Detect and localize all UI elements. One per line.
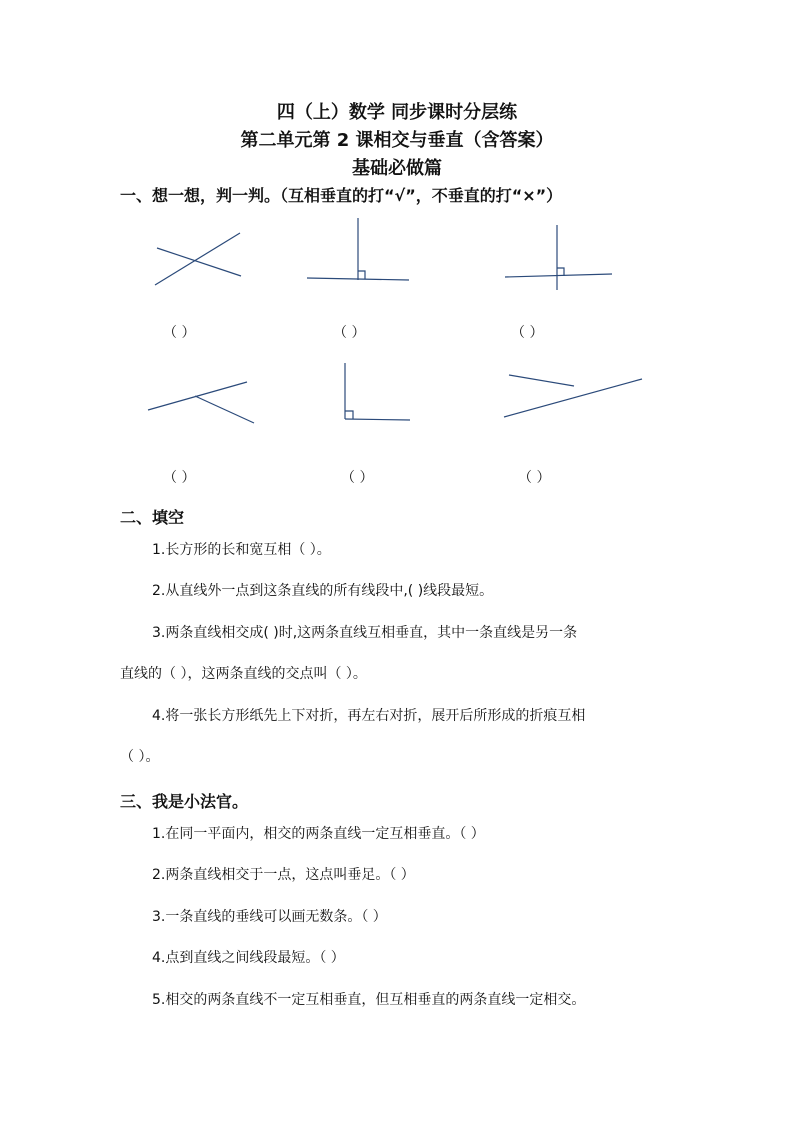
section1-heading: 一、想一想，判一判。（互相垂直的打“√”，不垂直的打“×”） [120, 186, 563, 205]
fill-item-3: 3.两条直线相交成( )时,这两条直线互相垂直，其中一条直线是另一条 [152, 625, 578, 641]
answer-blank-5[interactable]: （ ） [341, 470, 374, 486]
figure-5-right-angle [345, 363, 410, 420]
worksheet-title: 四（上）数学 同步课时分层练 [276, 102, 518, 123]
answer-blank-1[interactable]: （ ） [163, 325, 196, 341]
figure-6-separate-lines [504, 375, 642, 417]
fill-item-3-cont: 直线的（ ），这两条直线的交点叫（ ）。 [120, 666, 367, 682]
lesson-title: 第二单元第 2 课相交与垂直（含答案） [240, 130, 554, 151]
fill-item-4: 4.将一张长方形纸先上下对折，再左右对折，展开后所形成的折痕互相 [152, 708, 586, 724]
figure-4-angled-lines [148, 382, 254, 423]
judge-item-4: 4.点到直线之间线段最短。（ ） [152, 950, 345, 966]
section3-heading: 三、我是小法官。 [120, 792, 249, 811]
fill-item-4-cont: （ ）。 [120, 749, 160, 765]
fill-item-2: 2.从直线外一点到这条直线的所有线段中,( )线段最短。 [152, 583, 494, 599]
answer-blank-3[interactable]: （ ） [511, 325, 544, 341]
judge-item-5: 5.相交的两条直线不一定互相垂直，但互相垂直的两条直线一定相交。 [152, 992, 586, 1008]
fill-item-1: 1.长方形的长和宽互相（ ）。 [152, 542, 331, 558]
section2-heading: 二、填空 [120, 508, 185, 527]
level-title: 基础必做篇 [352, 158, 442, 179]
figure-1-crossing-lines [155, 233, 241, 285]
answer-blank-6[interactable]: （ ） [518, 470, 551, 486]
judge-item-2: 2.两条直线相交于一点，这点叫垂足。（ ） [152, 867, 415, 883]
answer-blank-2[interactable]: （ ） [333, 325, 366, 341]
figure-3-perpendicular-lines [505, 225, 612, 290]
answer-blank-4[interactable]: （ ） [163, 470, 196, 486]
judge-item-1: 1.在同一平面内，相交的两条直线一定互相垂直。（ ） [152, 826, 485, 842]
judge-item-3: 3.一条直线的垂线可以画无数条。（ ） [152, 909, 387, 925]
figure-2-perpendicular-lines [307, 218, 409, 280]
